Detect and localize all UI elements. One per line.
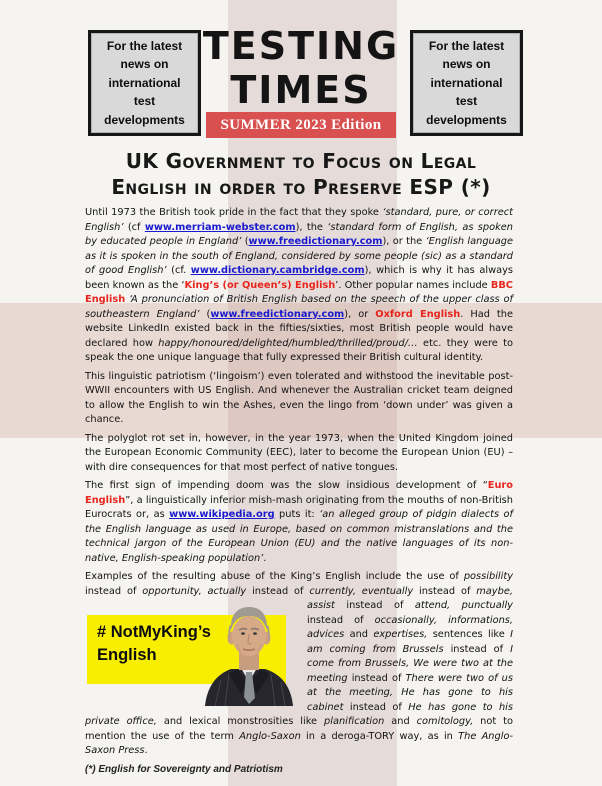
- headline-line2: English in order to Preserve ESP (*): [111, 175, 491, 199]
- article-link[interactable]: www.wikipedia.org: [169, 509, 275, 520]
- article-link[interactable]: www.freedictionary.com: [248, 236, 383, 247]
- text-segment: punctually: [461, 600, 513, 611]
- badge-line1: # NotMyKing’s: [97, 623, 211, 641]
- article-link[interactable]: www.merriam-webster.com: [144, 221, 296, 233]
- text-segment: The first sign of impending doom was the slow insidious development of “: [85, 480, 488, 491]
- text-segment: (cf: [123, 221, 145, 233]
- article-body: [85, 206, 513, 777]
- text-segment: This linguistic patriotism (‘lingoism’) even tolerated and withstood the inevitable post-WWII encounters with US English. And whenever the Australian cricket team deigned to allow the English to win the Ashes, even the lingo from ‘down under’ was given a chance.: [85, 370, 513, 425]
- text-segment: The Anglo-Saxon Press: [85, 730, 513, 756]
- text-segment: instead of: [85, 585, 143, 597]
- text-segment: ‘standard, pure, or correct English’: [85, 207, 513, 233]
- king-charles-photo: [201, 602, 296, 706]
- text-segment: ‘A pronunciation of British English based on the speech of the upper class of southeastern England’: [85, 294, 513, 320]
- news-box-line: For the latest: [428, 38, 505, 53]
- text-segment: (cf.: [166, 265, 191, 276]
- text-segment: (: [199, 308, 211, 320]
- text-segment: sentences like: [427, 629, 511, 640]
- text-segment: [393, 687, 401, 698]
- text-segment: We were two at the meeting: [307, 658, 513, 684]
- text-segment: He has gone to his cabinet: [307, 687, 514, 713]
- text-segment: Examples of the resulting abuse of the King’s English include the use of: [85, 571, 464, 582]
- text-segment: ), or: [344, 308, 376, 320]
- edition-banner: SUMMER 2023 Edition: [206, 112, 396, 138]
- text-segment: and: [344, 629, 374, 640]
- text-segment: in a deroga-TORY way, as in: [300, 730, 459, 742]
- text-segment: instead of: [347, 672, 406, 684]
- text-segment: instead of: [334, 600, 415, 611]
- text-segment: opportunity,: [142, 585, 202, 597]
- news-box-line: test: [133, 94, 156, 109]
- text-segment: ), the: [295, 221, 328, 233]
- news-box-line: news on: [442, 57, 491, 72]
- news-box-line: test: [455, 94, 478, 109]
- text-segment: [450, 600, 461, 611]
- text-segment: occasionally,: [374, 614, 438, 626]
- text-segment: [437, 615, 448, 626]
- text-segment: attend,: [414, 600, 451, 611]
- text-segment: eventually: [361, 585, 414, 597]
- esp-footnote: (*) English for Sovereignty and Patriotism: [85, 763, 283, 775]
- text-segment: assist: [307, 600, 335, 611]
- text-segment: not to mention the use of the term: [85, 716, 513, 742]
- text-segment: I am coming from Brussels: [307, 629, 513, 655]
- text-segment: instead of: [343, 701, 409, 713]
- text-segment: instead of: [307, 614, 375, 626]
- text-segment: I come from Brussels,: [307, 643, 513, 669]
- text-segment: actually: [207, 585, 247, 597]
- text-segment: ‘an alleged group of pidgin dialects of the English language as used in Europe, based on common mistranslations and the technical jargon of the European Union (EU) and the native languages of its non-native, English-speaking population’: [85, 509, 513, 564]
- newsletter-title-line1: TESTING: [202, 24, 400, 68]
- text-segment: and lexical monstrosities like: [156, 716, 324, 727]
- text-segment: ‘standard form of English, as spoken by educated people in England’: [85, 221, 513, 247]
- text-segment: ”, a linguistically inferior mish-mash originating from the mouths of non-British Eurocrats or, as: [85, 494, 513, 520]
- paragraph-history: [85, 206, 513, 366]
- text-segment: Until 1973 the British took pride in the fact that they spoke: [85, 207, 383, 218]
- badge-line2: English: [97, 646, 157, 664]
- text-segment: currently,: [309, 585, 356, 597]
- text-segment: expertises,: [373, 629, 428, 640]
- text-segment: He has gone to his private office,: [85, 701, 513, 727]
- article-link[interactable]: www.freedictionary.com: [210, 308, 345, 320]
- paragraph-examples: [85, 570, 513, 759]
- text-segment: ‘English language as it is spoken in the south of England, considered by some people (sic) as a standard of good English’: [85, 236, 514, 276]
- news-box-line: news on: [120, 57, 169, 72]
- text-segment: Oxford English: [375, 308, 461, 320]
- text-segment: There were two of us at the meeting,: [307, 672, 513, 698]
- news-box-line: international: [108, 75, 181, 90]
- text-segment: The polyglot rot set in, however, in the year 1973, when the United Kingdom joined the European Economic Community (EEC), later to become the European Union (EU) – with dire consequences for that most perfect of native tongues.: [85, 432, 513, 473]
- text-segment: ), or the: [382, 236, 426, 247]
- text-segment: informations, advices: [307, 614, 513, 640]
- text-segment: .: [144, 745, 148, 756]
- kings-english-figure: [85, 602, 298, 706]
- article-headline: [40, 148, 562, 200]
- text-segment: .: [263, 552, 267, 564]
- text-segment: happy/honoured/delighted/humbled/thrilled/proud/…: [158, 337, 418, 349]
- text-segment: etc. they were to speak the one unique language that fully expressed their British cultural identity.: [85, 337, 513, 363]
- text-segment: ), which is why it has always been known as the ‘: [85, 265, 513, 291]
- paragraph-lingoism: [85, 370, 513, 428]
- text-segment: possibility: [463, 571, 513, 582]
- text-segment: and: [384, 716, 417, 727]
- text-segment: . Had the website LinkedIn existed back in the fifties/sixties, most British people would have declared how: [85, 308, 513, 349]
- headline-line1: UK Government to Focus on Legal: [125, 149, 477, 173]
- text-segment: ’. Other popular names include: [335, 279, 491, 291]
- news-box-line: developments: [104, 112, 185, 127]
- text-segment: planification: [324, 716, 385, 727]
- text-segment: Anglo-Saxon: [239, 730, 301, 742]
- text-segment: Euro English: [85, 480, 513, 506]
- text-segment: instead of: [246, 585, 310, 597]
- text-segment: instead of: [413, 585, 477, 597]
- paragraph-euro-english: [85, 479, 513, 566]
- newsletter-title-line2: TIMES: [230, 68, 372, 112]
- article-link[interactable]: www.dictionary.cambridge.com: [190, 265, 365, 276]
- examples-intro: [85, 571, 513, 597]
- news-box-line: international: [430, 75, 503, 90]
- news-box-line: developments: [426, 112, 507, 127]
- text-segment: maybe,: [476, 585, 513, 597]
- text-segment: BBC English: [85, 279, 513, 305]
- text-segment: puts it:: [274, 509, 320, 520]
- text-segment: King’s (or Queen’s) English: [184, 279, 336, 291]
- text-segment: comitology,: [416, 716, 474, 727]
- paragraph-polyglot-rot: [85, 432, 513, 476]
- text-segment: (: [241, 236, 249, 247]
- news-box-line: For the latest: [106, 38, 183, 53]
- news-box-right: [410, 30, 523, 136]
- text-segment: instead of: [443, 643, 511, 655]
